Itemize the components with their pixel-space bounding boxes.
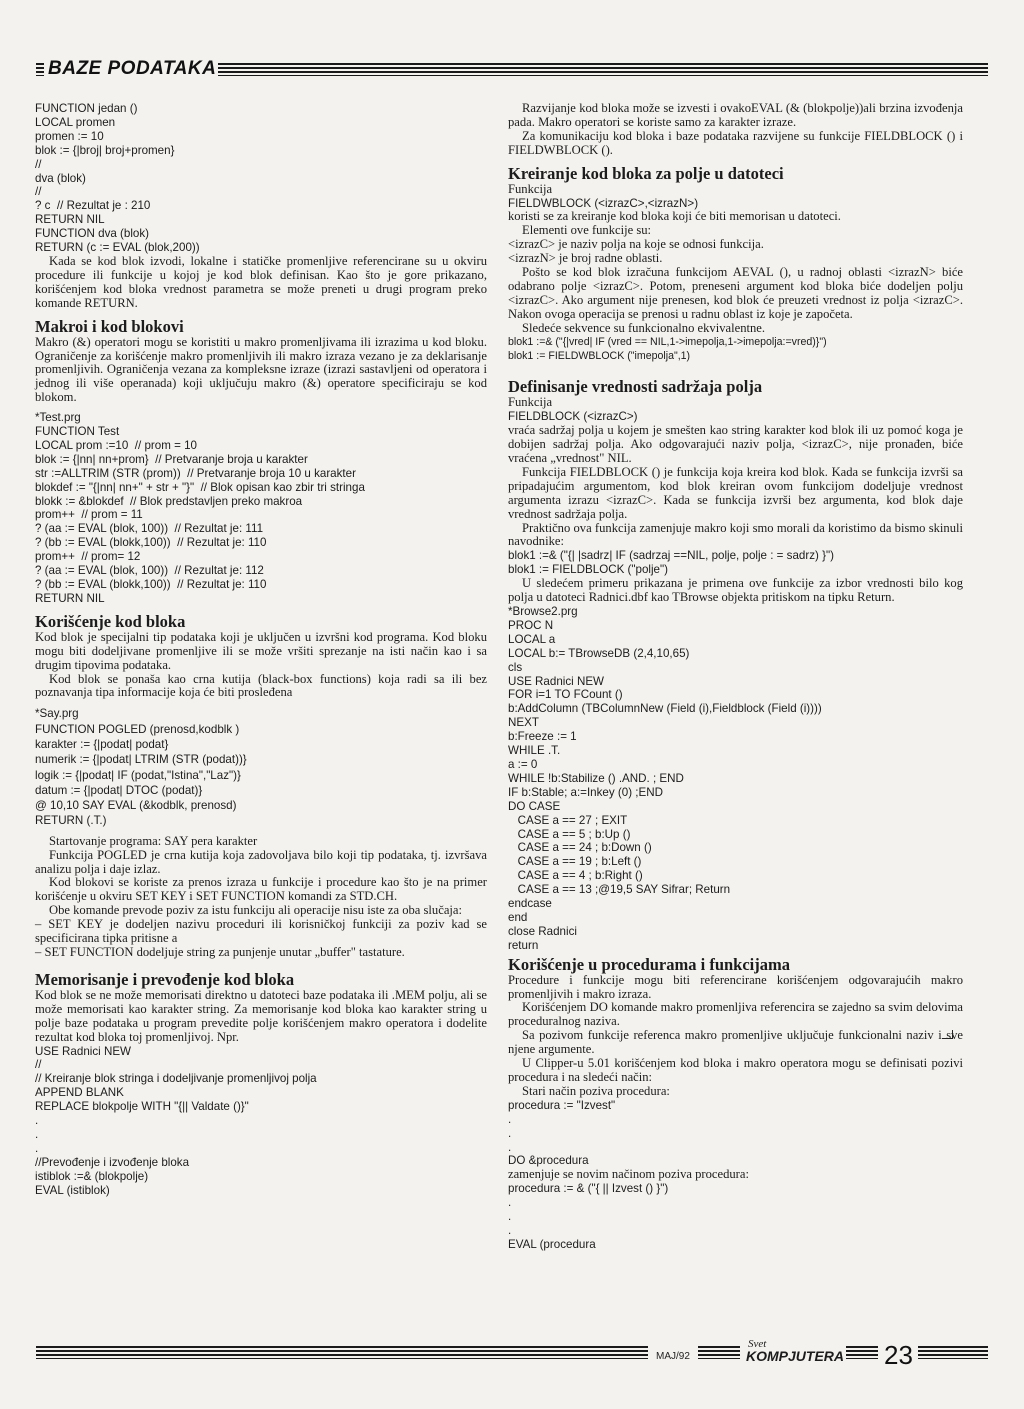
- paragraph: Funkcija: [508, 395, 553, 410]
- code-line: EVAL (istiblok): [35, 1183, 110, 1197]
- paragraph: Kod blok se ne može memorisati direktno u datoteci baze podataka ili .MEM polju, ali se može memorisati kao karakter string. Za memorisanje kod bloka kao karakter string u polje baze podataka u program prevedite polje korišćenjem makro operatora i dodelite rezultat kod bloka toj promenljivoj. Npr.: [35, 987, 487, 1044]
- code-line: FUNCTION Test: [35, 425, 120, 439]
- paragraph: Makro (&) operatori mogu se koristiti u makro promenljivama ili izrazima u kod bloku. Ograničenje za korišćenje makro promenljivih ili makro izraza vezano je za deklarisanje promenljivih. Ograničenja vezana za kompleksne izraze (izrazi sastavljeni od operatora i jednog ili više operanada) koji uključuju makro (&) operatore specificiraju se kod blokom.: [35, 334, 487, 405]
- code-line: blokk := &blokdef // Blok predstavljen preko makroa: [35, 494, 303, 508]
- paragraph: <izrazN> je broj radne oblasti.: [508, 251, 663, 266]
- code-line: ? (bb := EVAL (blokk,100)) // Rezultat je: 110: [35, 578, 267, 591]
- code-line: RETURN NIL: [35, 213, 105, 227]
- code-line: CASE a == 5 ; b:Up (): [508, 827, 631, 841]
- code-line: *Browse2.prg: [508, 605, 578, 618]
- code-line: REPLACE blokpolje WITH "{|| Valdate ()}": [35, 1100, 249, 1114]
- paragraph: Razvijanje kod bloka može se izvesti i ovakoEVAL (& (blokpolje))ali brzina izvođenja pada. Makro operatori se koriste samo za karakter izraze.: [508, 101, 963, 129]
- code-line: EVAL (procedura: [508, 1237, 596, 1251]
- paragraph: Kod blok se ponaša kao crna kutija (black-box functions) koja radi sa ili bez poznavanja tipa informacije koja će biti prosleđena: [35, 671, 487, 700]
- footer-rule-left: [36, 1346, 648, 1359]
- heading-definisanje: Definisanje vrednosti sadržaja polja: [508, 377, 763, 397]
- heading-kreiranje: Kreiranje kod bloka za polje u datoteci: [508, 163, 784, 183]
- footer-rule-right: [846, 1346, 878, 1359]
- code-listing-fieldwblock: [508, 336, 963, 364]
- code-line: datum := {|podat| DTOC (podat)}: [35, 783, 203, 797]
- section-title: BAZE PODATAKA: [48, 58, 217, 79]
- code-line: FUNCTION jedan (): [35, 102, 138, 115]
- code-line: blok1 :=& ("{| |sadrz| IF (sadrzaj ==NIL, polje, polje : = sadrz) }"): [508, 549, 834, 563]
- code-line: NEXT: [508, 716, 539, 730]
- header-rule-left: [36, 63, 44, 76]
- paragraph: Obe komande prevode poziv za istu funkciju ali operacije nisu iste za oba slučaja:: [49, 903, 462, 918]
- code-line: USE Radnici NEW: [35, 1044, 131, 1058]
- code-line: FUNCTION dva (blok): [35, 227, 150, 241]
- code-line: CASE a == 4 ; b:Right (): [508, 869, 643, 883]
- heading-memorisanje: Memorisanje i prevođenje kod bloka: [35, 969, 295, 989]
- code-line: blok1 := FIELDBLOCK ("polje"): [508, 563, 668, 577]
- code-line: .: [508, 1223, 512, 1237]
- paragraph: Sa pozivom funkcije referenca makro promenljive uključuje funkcionalni naziv i sve njene argumente.: [508, 1028, 963, 1057]
- code-line: LOCAL prom :=10 // prom = 10: [35, 438, 197, 452]
- code-line: RETURN (.T.): [35, 814, 107, 828]
- code-line: LOCAL a: [508, 632, 556, 646]
- code-line: karakter := {|podat| podat}: [35, 737, 169, 751]
- code-line: FOR i=1 TO FCount (): [508, 688, 623, 702]
- paragraph: vraća sadržaj polja u kojem je smešten kao string karakter kod blok ili uz pomoć koga je dobijen sadržaj polja. Ako odgovarajući naziv polja, <izrazC>, nije pronađen, biće vraćena „vrednost" NIL.: [508, 423, 963, 466]
- paragraph: Za komunikaciju kod bloka i baze podataka razvijene su funkcije FIELDBLOCK () i FIELDWBLOCK ().: [508, 128, 963, 157]
- code-line: LOCAL promen: [35, 115, 116, 129]
- code-line: APPEND BLANK: [35, 1086, 124, 1100]
- code-line: CASE a == 24 ; b:Down (): [508, 841, 652, 855]
- paragraph: <izrazC> je naziv polja na koje se odnosi funkcija.: [508, 237, 764, 252]
- paragraph: Funkcija POGLED je crna kutija koja zadovoljava bilo koji tip podataka, tj. izvršava analizu polja i daje izlaz.: [35, 847, 487, 876]
- code-line: .: [35, 1114, 39, 1128]
- code-line: blok1 :=& ("{|vred| IF (vred == NIL,1->imepolja,1->imepolja:=vred)}"): [508, 335, 827, 348]
- footer-rule-end: [918, 1346, 988, 1359]
- code-line: .: [508, 1140, 512, 1154]
- code-line: cls: [508, 660, 523, 674]
- code-listing-new-call: [508, 1182, 963, 1252]
- code-line: dva (blok): [35, 171, 86, 185]
- paragraph: – SET KEY je dodeljen nazivu proceduri ili korisničkoj funkciji za poziv kad se specificirana tipka pritisne a: [35, 917, 487, 946]
- code-line: blok := {|broj| broj+promen}: [35, 143, 175, 157]
- code-line: .: [508, 1126, 512, 1140]
- paragraph: – SET FUNCTION dodeljuje string za punjenje unutar „buffer" tastature.: [35, 944, 405, 959]
- code-line: CASE a == 13 ;@19,5 SAY Sifrar; Return: [508, 883, 731, 897]
- code-line: WHILE .T.: [508, 744, 561, 758]
- paragraph: Sledeće sekvence su funkcionalno ekvivalentne.: [522, 320, 766, 335]
- code-line: .: [35, 1141, 39, 1155]
- code-line: procedura := & ("{ || Izvest () }"): [508, 1182, 669, 1196]
- code-line: USE Radnici NEW: [508, 674, 604, 688]
- header-rule-right: [218, 63, 988, 76]
- code-line: .: [508, 1196, 512, 1210]
- code-line: prom++ // prom = 11: [35, 508, 143, 522]
- paragraph: koristi se za kreiranje kod bloka koji će biti memorisan u datoteci.: [508, 209, 841, 224]
- code-line: b:AddColumn (TBColumnNew (Field (i),Fieldblock (Field (i)))): [508, 702, 822, 716]
- code-line: *Test.prg: [35, 411, 81, 425]
- paragraph: Funkcija: [508, 181, 553, 196]
- code-line: prom++ // prom= 12: [35, 550, 141, 564]
- code-line: blok1 := FIELDWBLOCK ("imepolja",1): [508, 349, 691, 362]
- paragraph: Procedure i funkcije mogu biti referencirane korišćenjem odgovarajućih makro promenljivih i makro izraza.: [508, 972, 963, 1001]
- code-line: *Say.prg: [35, 707, 79, 721]
- heading-koriscenje: Korišćenje kod bloka: [35, 611, 186, 631]
- code-line: blok := {|nn| nn+prom} // Pretvaranje broja u karakter: [35, 452, 308, 466]
- code-line: close Radnici: [508, 924, 577, 938]
- code-listing-test: [35, 411, 487, 606]
- function-signature: FIELDBLOCK (<izrazC>): [508, 410, 638, 424]
- code-line: RETURN NIL: [35, 591, 105, 605]
- code-listing-memo: [35, 1045, 487, 1198]
- code-line: RETURN (c := EVAL (blok,200)): [35, 241, 200, 255]
- paragraph: Startovanje programa: SAY pera karakter: [49, 833, 258, 848]
- code-line: blokdef := "{|nn| nn+" + str + "}" // Blok opisan kao zbir tri stringa: [35, 480, 365, 494]
- code-line: str :=ALLTRIM (STR (prom)) // Pretvaranje broja 10 u karakter: [35, 466, 356, 480]
- code-line: //: [35, 1058, 42, 1072]
- code-line: PROC N: [508, 618, 554, 632]
- paragraph: U sledećem primeru prikazana je primena ove funkcije za izbor vrednosti bilo kog polja u datoteci Radnici.dbf kao TBrowse objekta pritiskom na tipku Return.: [508, 576, 963, 605]
- code-line: DO &procedura: [508, 1154, 589, 1168]
- code-line: ? (aa := EVAL (blok, 100)) // Rezultat je: 111: [35, 522, 264, 536]
- paragraph: Stari način poziva procedura:: [522, 1083, 670, 1098]
- code-listing-say: [35, 706, 487, 828]
- code-line: .: [508, 1112, 512, 1126]
- code-line: ? c // Rezultat je : 210: [35, 199, 151, 213]
- right-column: [508, 102, 963, 1252]
- heading-makroi: Makroi i kod blokovi: [35, 316, 184, 336]
- end-mark: [942, 1030, 953, 1039]
- code-line: numerik := {|podat| LTRIM (STR (podat))}: [35, 753, 247, 767]
- code-line: b:Freeze := 1: [508, 730, 577, 744]
- code-line: .: [35, 1127, 39, 1141]
- code-line: LOCAL b:= TBrowseDB (2,4,10,65): [508, 646, 690, 660]
- paragraph: Kod blokovi se koriste za prenos izraza u funkcije i procedure kao što je na primer korišćenje u okviru SET KEY i SET FUNCTION komandi za STD.CH.: [35, 875, 487, 904]
- code-line: logik := {|podat| IF (podat,"Istina","Laz")}: [35, 768, 241, 782]
- code-line: //: [35, 185, 42, 199]
- code-line: @ 10,10 SAY EVAL (&kodblk, prenosd): [35, 799, 237, 813]
- code-listing-1: [35, 102, 487, 255]
- logo-main: KOMPJUTERA: [746, 1348, 845, 1364]
- code-listing-old-call: [508, 1099, 963, 1169]
- heading-procedure: Korišćenje u procedurama i funkcijama: [508, 954, 791, 974]
- logo-small: Svet: [748, 1338, 767, 1350]
- code-line: FUNCTION POGLED (prenosd,kodblk ): [35, 722, 240, 736]
- code-line: CASE a == 27 ; EXIT: [508, 813, 628, 827]
- magazine-logo: [746, 1338, 844, 1362]
- code-line: a := 0: [508, 757, 538, 771]
- code-listing-fieldblock: [508, 549, 963, 577]
- code-line: procedura := "Izvest": [508, 1098, 616, 1112]
- code-line: end: [508, 910, 528, 924]
- paragraph: Elementi ove funkcije su:: [522, 223, 652, 238]
- paragraph: Kada se kod blok izvodi, lokalne i statičke promenljive referencirane su u okviru procedure ili funkcije u kojoj je kod blok definisan. Kao što je gore prikazano, korišćenjem kod bloka vrednost parametra se može preneti u drugi program preko komande RETURN.: [35, 253, 487, 310]
- code-line: .: [508, 1210, 512, 1224]
- footer-rule-mid: [698, 1346, 740, 1359]
- paragraph: zamenjuje se novim načinom poziva procedura:: [508, 1167, 749, 1182]
- code-line: IF b:Stable; a:=Inkey (0) ;END: [508, 785, 663, 799]
- code-line: CASE a == 19 ; b:Left (): [508, 855, 642, 869]
- code-line: ? (aa := EVAL (blok, 100)) // Rezultat je: 112: [35, 564, 264, 578]
- code-line: //Prevođenje i izvođenje bloka: [35, 1155, 190, 1169]
- paragraph: Kod blok je specijalni tip podataka koji je uključen u izvršni kod programa. Kod bloku mogu biti dodeljivane promenljive ili se može vršiti sprezanje na isti način kao i sa drugim tipovima podataka.: [35, 629, 487, 672]
- left-column: [35, 102, 487, 1197]
- paragraph: Pošto se kod blok izračuna funkcijom AEVAL (), u radnoj oblasti <izrazN> biće odabrano polje <izrazC>. Potom, preneseni argument kod bloka biće dodeljen polju <izrazC>. Ako argument nije prenesen, kod blok će preuzeti vrednost iz polja <izrazC>. Nakon ovoga operacija se prenosi u radnu oblast iz koje je započeta.: [508, 265, 963, 321]
- function-signature: FIELDWBLOCK (<izrazC>,<izrazN>): [508, 196, 699, 210]
- code-line: //: [35, 157, 42, 171]
- code-line: DO CASE: [508, 799, 561, 813]
- issue-month: MAJ/92: [656, 1351, 690, 1362]
- paragraph: Korišćenjem DO komande makro promenljiva referencira se zajedno sa svim delovima proceduralnog naziva.: [508, 1000, 963, 1029]
- code-line: istiblok :=& (blokpolje): [35, 1169, 149, 1183]
- code-line: return: [508, 938, 539, 952]
- code-line: // Kreiranje blok stringa i dodeljivanje promenljivoj polja: [35, 1072, 317, 1086]
- code-line: endcase: [508, 897, 552, 911]
- paragraph: Praktično ova funkcija zamenjuje makro koji smo morali da koristimo da bismo skinuli navodnike:: [508, 520, 963, 549]
- code-line: ? (bb := EVAL (blokk,100)) // Rezultat je: 110: [35, 536, 267, 550]
- paragraph: Funkcija FIELDBLOCK () je funkcija koja kreira kod blok. Kada se funkcija izvrši sa pripadajućim argumentom, kod blok kreiran ovom funkcijom dodeljuje vrednost argumenta izrazu <izrazC>. Kada se funkcija izvrši bez argumenta, kod blok daje vrednost sadržaja polja.: [508, 464, 963, 521]
- code-line: promen := 10: [35, 129, 104, 143]
- code-line: WHILE !b:Stabilize () .AND. ; END: [508, 771, 684, 785]
- paragraph: U Clipper-u 5.01 korišćenjem kod bloka i makro operatora mogu se definisati pozivi procedura i na sledeći način:: [508, 1056, 963, 1084]
- page-number: 23: [884, 1340, 913, 1370]
- code-listing-browse: [508, 605, 963, 953]
